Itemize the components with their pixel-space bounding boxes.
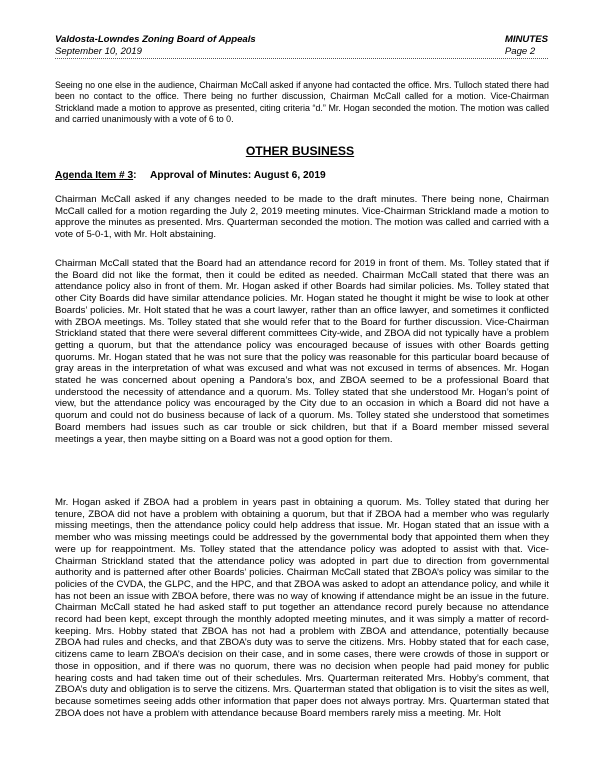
header-left xyxy=(55,34,256,57)
intro-paragraph: Seeing no one else in the audience, Chairman McCall asked if anyone had contacted the office. Mrs. Tulloch stated there had been no contact to the office. There being no further discussion, Chairman McCall called for a motion. Vice-Chairman Strickland made a motion to approve as presented, citing criteria “d.” Mr. Hogan seconded the motion. The motion was called and carried unanimously with a vote of 6 to 0. xyxy=(55,80,549,124)
header-doc-type: MINUTES xyxy=(504,34,548,45)
section-title: OTHER BUSINESS xyxy=(245,144,355,158)
header-divider xyxy=(55,58,548,59)
body-paragraph-2: Chairman McCall stated that the Board had an attendance record for 2019 in front of them. Ms. Tolley stated that if the Board did not like the format, then it could be edited as needed. Chairman McCall stated that there was an attendance policy also in front of them. Mr. Hogan asked if other Boards had similar policies. Ms. Tolley stated that other City Boards did have similar attendance policies. Mr. Hogan stated he thought it might be wise to look at other Boards’ policies. Mr. Holt stated that he was a court lawyer, rather than an office lawyer, and sometimes it conflicted with ZBOA meetings. Ms. Tolley stated that she would refer that to the Board for further discussion. Vice-Chairman Strickland stated that there were several different committees City-wide, and ZBOA did not typically have a problem getting a quorum, but that the attendance policy was encouraged because of issues with other Boards getting quorums. Mr. Hogan stated that he was not sure that the policy was reasonable for this particular board because of gray areas in the interpretation of what was excused and what was not excused in terms of absences. Mr. Hogan stated he was concerned about opening a Pandora’s box, and ZBOA seemed to be a professional Board that understood the necessity of attendance and a quorum. Ms. Tolley stated that she understood Mr. Hogan’s point of view, but the attendance policy was encouraged by the City due to an occasion in which a Board did not have a quorum and could not do business because of lack of a quorum. Ms. Tolley stated she understood that sometimes Board members had issues such as car trouble or sick children, but that if a Board member missed several meetings a year, then maybe sitting on a Board was not a good option for them. xyxy=(55,258,549,445)
body-paragraph-1: Chairman McCall asked if any changes needed to be made to the draft minutes. There being none, Chairman McCall called for a motion regarding the July 2, 2019 meeting minutes. Vice-Chairman Strickland made a motion to approve the minutes as presented. Mrs. Quarterman seconded the motion. The motion was called and carried with a vote of 5-0-1, with Mr. Holt abstaining. xyxy=(55,194,549,241)
header-right xyxy=(505,34,548,57)
header-page-number: Page 2 xyxy=(504,45,536,57)
agenda-item-title: Approval of Minutes: August 6, 2019 xyxy=(150,170,326,181)
header-org: Valdosta-Lowndes Zoning Board of Appeals xyxy=(55,34,256,45)
agenda-item-heading xyxy=(55,170,326,181)
body-paragraph-3: Mr. Hogan asked if ZBOA had a problem in years past in obtaining a quorum. Ms. Tolley stated that during her tenure, ZBOA did not have a problem with obtaining a quorum, but that if ZBOA had a member who was regularly missing meetings, then the attendance policy could help address that issue. Mr. Hogan stated that an issue with a member who was missing meetings could be addressed by the governmental body that appointed them when they were up for reappointment. Ms. Tolley stated that the attendance policy was adopted to assist with that. Vice-Chairman Strickland stated that the attendance policy was adopted in part due to direction from governmental authority and is patterned after other Boards’ policies. Chairman McCall stated that ZBOA’s policy was similar to the policies of the CVDA, the GLPC, and the HPC, and that ZBOA was asked to adopt an attendance policy, and while it has not been an issue with ZBOA before, there was no way of knowing if attendance might be an issue in the future. Chairman McCall stated he had asked staff to put together an attendance record purely because no attendance record had been kept, except through the monthly adopted meeting minutes, and it was simply a matter of record-keeping. Mrs. Hobby stated that ZBOA has not had a problem with ZBOA and attendance, potentially because ZBOA had rules and checks, and that ZBOA’s duty was to serve the citizens. Mrs. Hobby stated that for each case, citizens came to learn ZBOA’s decision on their case, and in some cases, there were crowds of those in support or those in opposition, and if there was no quorum, there was no decision when people had paid money for public hearing costs and had taken time out of their schedules. Mrs. Quarterman reiterated Mrs. Hobby’s comment, that ZBOA’s duty and obligation is to serve the citizens. Mrs. Quarterman stated that obligation is to visit the sites as well, because sometimes seeing adds other information that paper does not always portray. Mrs. Quarterman stated that ZBOA does not have a problem with attendance because Board members rarely miss a meeting. Mr. Holt xyxy=(55,497,549,719)
agenda-item-colon: : xyxy=(133,170,137,181)
agenda-item-number: Agenda Item # 3 xyxy=(55,170,134,181)
header-date: September 10, 2019 xyxy=(55,45,142,57)
